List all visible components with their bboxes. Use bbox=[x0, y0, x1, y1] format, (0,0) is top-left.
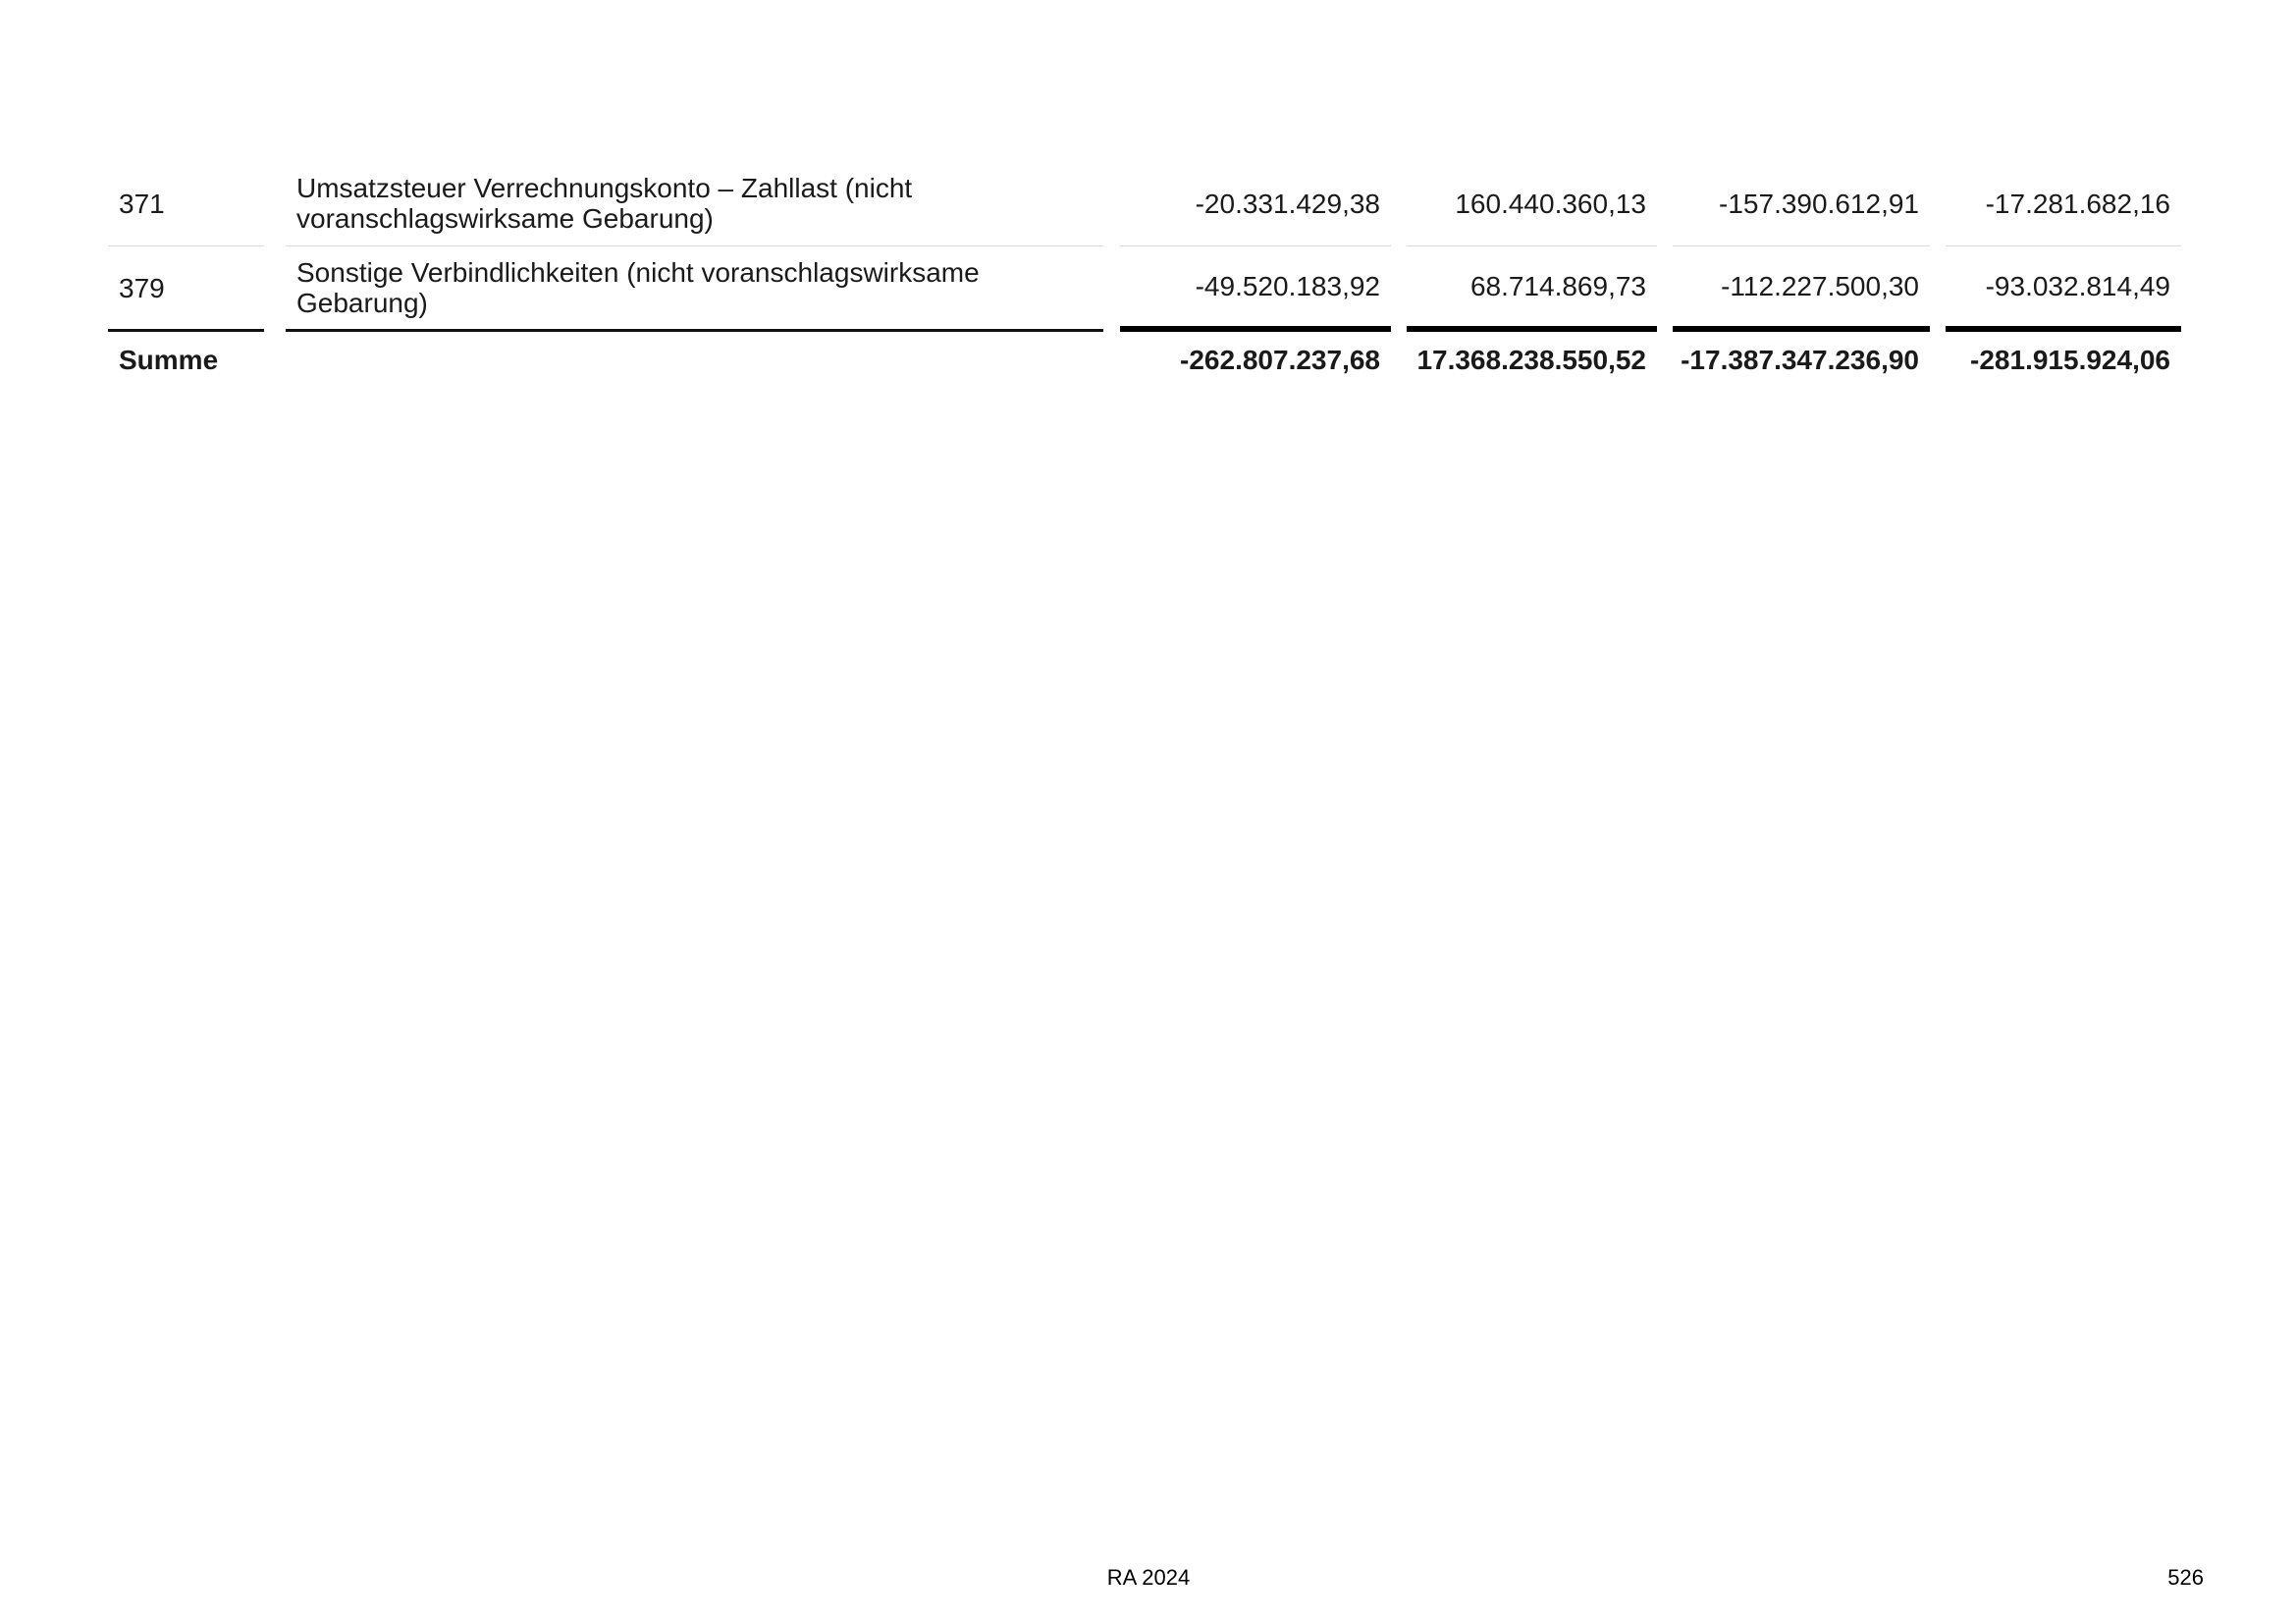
accounts-table bbox=[108, 161, 2181, 387]
account-description: Sonstige Verbindlichkeiten (nicht voranschlagswirksame Gebarung) bbox=[286, 246, 1103, 332]
account-description: Umsatzsteuer Verrechnungskonto – Zahllast (nicht voranschlagswirksame Gebarung) bbox=[286, 161, 1103, 246]
value-col-1: -49.520.183,92 bbox=[1120, 246, 1391, 332]
value-col-4: -17.281.682,16 bbox=[1946, 161, 2181, 246]
total-col-3: -17.387.347.236,90 bbox=[1681, 344, 1919, 375]
page-number: 526 bbox=[2167, 1565, 2204, 1590]
value-col-4: -93.032.814,49 bbox=[1946, 246, 2181, 332]
total-col-2: 17.368.238.550,52 bbox=[1416, 344, 1646, 375]
account-code: 379 bbox=[108, 246, 264, 332]
account-code: 371 bbox=[108, 161, 264, 246]
value-col-1: -20.331.429,38 bbox=[1120, 161, 1391, 246]
total-col-1: -262.807.237,68 bbox=[1180, 344, 1380, 375]
value-col-2: 68.714.869,73 bbox=[1407, 246, 1657, 332]
table-row bbox=[108, 246, 2181, 332]
total-row bbox=[108, 332, 2181, 387]
total-label: Summe bbox=[119, 344, 219, 375]
value-col-3: -157.390.612,91 bbox=[1673, 161, 1930, 246]
footer-document-label: RA 2024 bbox=[1106, 1565, 1191, 1590]
table-row bbox=[108, 161, 2181, 246]
total-col-4: -281.915.924,06 bbox=[1970, 344, 2170, 375]
value-col-2: 160.440.360,13 bbox=[1407, 161, 1657, 246]
value-col-3: -112.227.500,30 bbox=[1673, 246, 1930, 332]
